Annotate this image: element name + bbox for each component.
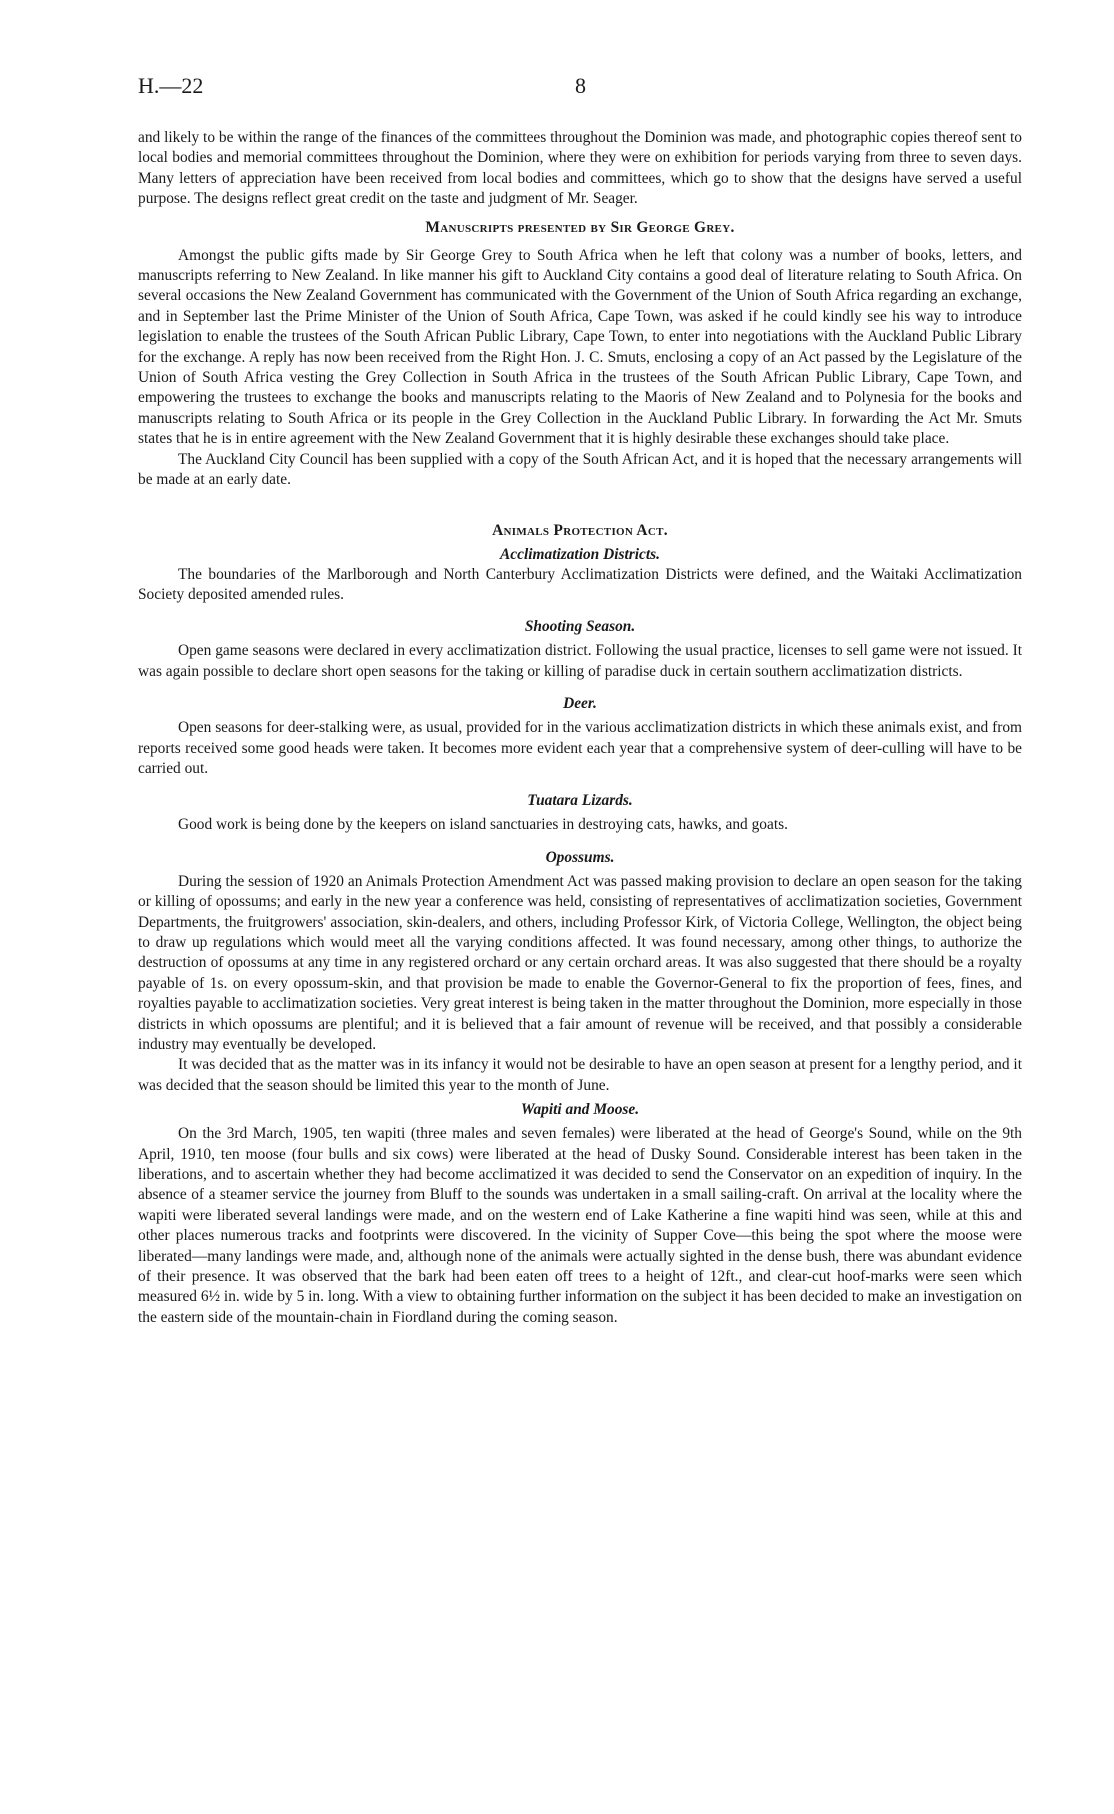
tuatara-paragraph: Good work is being done by the keepers on island sanctuaries in destroying cats, hawks, and goats. [178, 816, 788, 834]
manuscripts-paragraph-1: Amongst the public gifts made by Sir George Grey to South Africa when he left that colony was a number of books, letters, and manuscripts referring to New Zealand. In like manner his gift to Auckland City contains a good deal of literature relating to South Africa. On several occasions the New Zealand Government has communicated with the Government of the Union of South Africa regarding an exchange, and in September last the Prime Minister of the Union of South Africa, Cape Town, was asked if he could kindly see his way to introduce legislation to enable the trustees of the South African Public Library, Cape Town, to enter into negotiations with the Auckland Public Library for the exchange. A reply has now been received from the Right Hon. J. C. Smuts, enclosing a copy of an Act passed by the Legislature of the Union of South Africa vesting the Grey Collection in South Africa in the trustees of the South African Public Library, Cape Town, and empowering the trustees to exchange the books and manuscripts relating to the Maoris of New Zealand and to Polynesia for the books and manuscripts relating to South Africa or its people in the Grey Collection in the Auckland Public Library. In forwarding the Act Mr. Smuts states that he is in entire agreement with the New Zealand Government that it is highly desirable these exchanges should take place. [138, 246, 1022, 448]
manuscripts-heading: Manuscripts presented by Sir George Grey. [425, 218, 735, 236]
deer-paragraph: Open seasons for deer-stalking were, as usual, provided for in the various acclimatization districts in which these animals exist, and from reports received some good heads were taken. It becomes more evident each year that a comprehensive system of deer-culling will have to be carried out. [138, 719, 1022, 777]
deer-heading: Deer. [563, 695, 597, 713]
opossums-heading: Opossums. [545, 848, 615, 866]
acclimatization-districts-heading: Acclimatization Districts. [500, 545, 660, 563]
document-reference: H.—22 [138, 73, 204, 98]
tuatara-heading: Tuatara Lizards. [527, 792, 633, 810]
shooting-season-paragraph: Open game seasons were declared in every acclimatization district. Following the usual practice, licenses to sell game were not issued. It was again possible to declare short open seasons for the taking or killing of paradise duck in certain southern acclimatization districts. [138, 642, 1022, 680]
page-header [138, 73, 1022, 103]
page-number: 8 [575, 73, 586, 98]
intro-paragraph: and likely to be within the range of the finances of the committees throughout the Dominion was made, and photographic copies thereof sent to local bodies and memorial committees throughout the Dominion, where they were on exhibition for periods varying from three to seven days. Many letters of appreciation have been received from local bodies and committees, which go to show that the designs have served a useful purpose. The designs reflect great credit on the taste and judgment of Mr. Seager. [138, 129, 1022, 208]
wapiti-moose-paragraph: On the 3rd March, 1905, ten wapiti (three males and seven females) were liberated at the head of George's Sound, while on the 9th April, 1910, ten moose (four bulls and six cows) were liberated at the head of Dusky Sound. Considerable interest has been taken in the liberations, and to ascertain whether they had become acclimatized it was decided to send the Conservator on an expedition of inquiry. In the absence of a steamer service the journey from Bluff to the sounds was undertaken in a small sailing-craft. On arrival at the locality where the wapiti were liberated several landings were made, and on the western end of Lake Katherine a fine wapiti hind was seen, while at this and other places numerous tracks and footprints were discovered. In the vicinity of Supper Cove—this being the spot where the moose were liberated—many landings were made, and, although none of the animals were actually sighted in the dense bush, there was abundant evidence of their presence. It was observed that the bark had been eaten off trees to a height of 12ft., and clear-cut hoof-marks were seen which measured 6½ in. wide by 5 in. long. With a view to obtaining further information on the subject it has been decided to make an investigation on the eastern side of the mountain-chain in Fiordland during the coming season. [138, 1125, 1022, 1326]
page-body [138, 128, 1022, 1328]
acclimatization-paragraph: The boundaries of the Marlborough and North Canterbury Acclimatization Districts were defined, and the Waitaki Acclimatization Society deposited amended rules. [138, 565, 1022, 603]
wapiti-moose-heading: Wapiti and Moose. [520, 1101, 640, 1119]
animals-protection-heading: Animals Protection Act. [492, 521, 668, 539]
opossums-paragraph-2: It was decided that as the matter was in its infancy it would not be desirable to have an open season at present for a lengthy period, and it was decided that the season should be limited this year to the month of June. [138, 1056, 1022, 1094]
opossums-paragraph-1: During the session of 1920 an Animals Protection Amendment Act was passed making provision to declare an open season for the taking or killing of opossums; and early in the new year a conference was held, consisting of representatives of acclimatization societies, Government Departments, the fruitgrowers' association, skin-dealers, and others, including Professor Kirk, of Victoria College, Wellington, the object being to draw up regulations which would meet all the varying conditions affected. It was found necessary, among other things, to authorize the destruction of opossums at any time in any registered orchard or any certain orchard areas. It was also suggested that there should be a royalty payable of 1s. on every opossum-skin, and that provision be made to enable the Governor-General to fix the proportion of fees, fines, and royalties payable to acclimatization societies. Very great interest is being taken in the matter throughout the Dominion, more especially in those districts in which opossums are plentiful; and it is believed that a fair amount of revenue will be received, and that possibly a considerable industry may eventually be developed. [138, 872, 1022, 1053]
manuscripts-paragraph-2: The Auckland City Council has been supplied with a copy of the South African Act, and it is hoped that the necessary arrangements will be made at an early date. [138, 450, 1022, 489]
shooting-season-heading: Shooting Season. [524, 618, 636, 636]
